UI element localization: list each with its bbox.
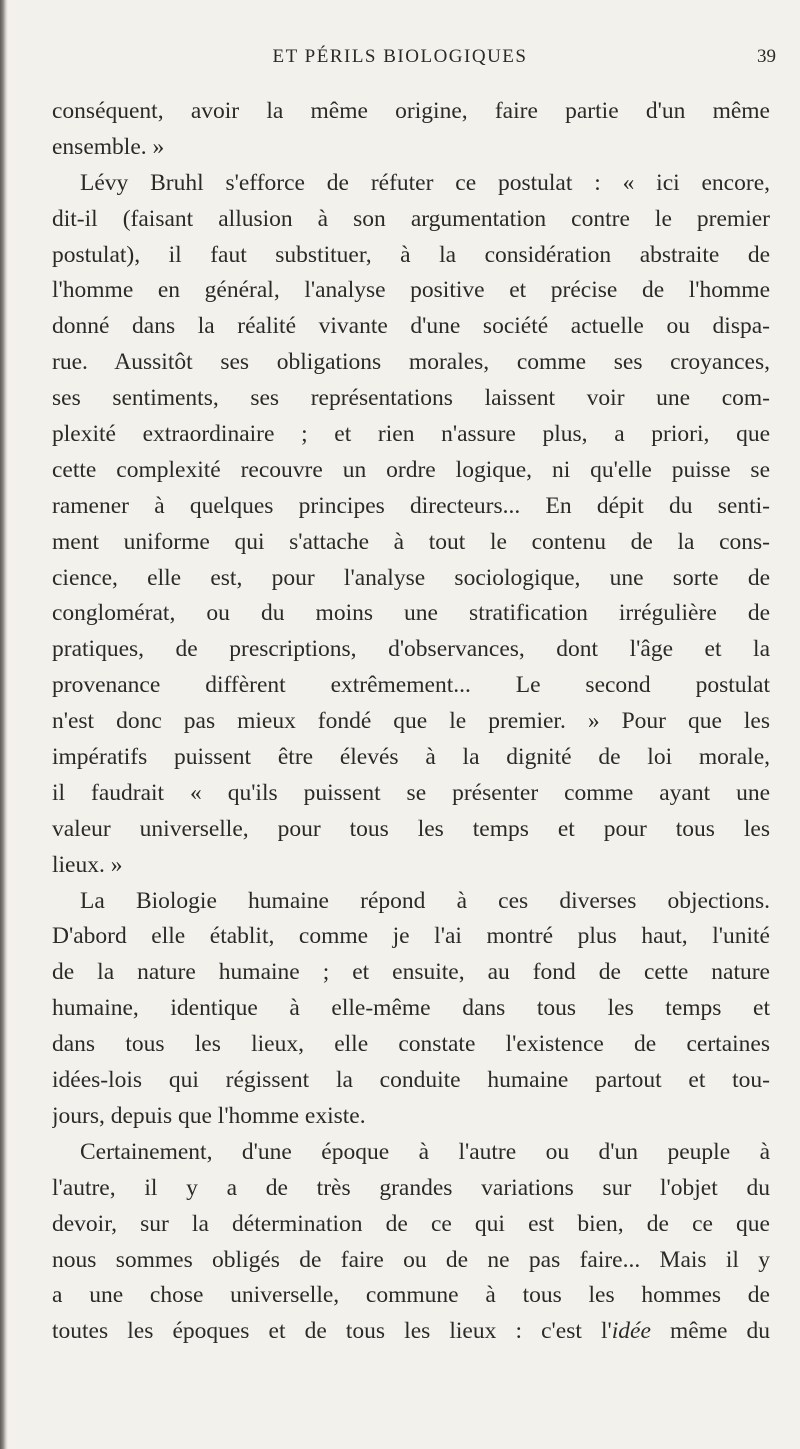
text-line: humaine, identique à elle-même dans tous les temps et <box>52 995 770 1022</box>
italic-word-idee: idée <box>611 1318 651 1345</box>
text-line: lieux. » <box>52 851 123 878</box>
text-line: de la nature humaine ; et ensuite, au fond de cette nature <box>52 959 770 986</box>
text-line: ramener à quelques principes directeurs... En dépit du senti- <box>52 492 770 519</box>
text-line: rue. Aussitôt ses obligations morales, comme ses croyances, <box>52 349 770 376</box>
text-line: a une chose universelle, commune à tous les hommes de <box>52 1282 770 1309</box>
text-line: l'homme en général, l'analyse positive et précise de l'homme <box>52 277 770 304</box>
text-line: devoir, sur la détermination de ce qui est bien, de ce que <box>52 1210 770 1237</box>
text-line: Lévy Bruhl s'efforce de réfuter ce postulat : « ici encore, <box>80 169 770 196</box>
text-line: ment uniforme qui s'attache à tout le contenu de la cons- <box>52 528 770 555</box>
text-line: il faudrait « qu'ils puissent se présenter comme ayant une <box>52 779 770 806</box>
body-text <box>52 94 770 1350</box>
final-line-start: toutes les époques et de tous les lieux : c'est l' <box>52 1318 612 1345</box>
text-line: conséquent, avoir la même origine, faire partie d'un même <box>52 98 770 124</box>
text-line: dans tous les lieux, elle constate l'existence de certaines <box>52 1031 770 1058</box>
page-binding-edge <box>0 0 8 1449</box>
text-line: D'abord elle établit, comme je l'ai montré plus haut, l'unité <box>52 923 770 950</box>
text-line: donné dans la réalité vivante d'une société actuelle ou dispa- <box>52 313 770 340</box>
text-line: cience, elle est, pour l'analyse sociologique, une sorte de <box>52 564 770 591</box>
text-line: idées-lois qui régissent la conduite humaine partout et tou- <box>52 1067 770 1094</box>
final-line-end: même du <box>650 1318 770 1345</box>
text-line: l'autre, il y a de très grandes variations sur l'objet du <box>52 1174 770 1201</box>
text-line: La Biologie humaine répond à ces diverses objections. <box>80 887 770 914</box>
text-line: pratiques, de prescriptions, d'observances, dont l'âge et la <box>52 636 770 663</box>
text-line: nous sommes obligés de faire ou de ne pas faire... Mais il y <box>52 1246 770 1273</box>
text-line-final <box>52 1314 770 1350</box>
text-line: dit-il (faisant allusion à son argumentation contre le premier <box>52 205 770 232</box>
page-number: 39 <box>757 46 776 67</box>
text-line: cette complexité recouvre un ordre logique, ni qu'elle puisse se <box>52 456 770 483</box>
text-line: valeur universelle, pour tous les temps et pour tous les <box>52 815 770 842</box>
text-line: Certainement, d'une époque à l'autre ou d'un peuple à <box>80 1138 770 1165</box>
text-line: conglomérat, ou du moins une stratification irrégulière de <box>52 600 770 627</box>
running-title: ET PÉRILS BIOLOGIQUES <box>272 46 528 67</box>
text-line: plexité extraordinaire ; et rien n'assure plus, a priori, que <box>52 421 770 448</box>
text-line: jours, depuis que l'homme existe. <box>52 1102 366 1129</box>
text-line: provenance diffèrent extrêmement... Le second postulat <box>52 672 770 699</box>
running-head <box>0 44 800 74</box>
text-line: ses sentiments, ses représentations laissent voir une com- <box>52 385 770 412</box>
text-line: ensemble. » <box>52 133 165 160</box>
text-line: postulat), il faut substituer, à la considération abstraite de <box>52 241 770 268</box>
text-line: impératifs puissent être élevés à la dignité de loi morale, <box>52 744 770 771</box>
text-line: n'est donc pas mieux fondé que le premier. » Pour que les <box>52 708 770 735</box>
